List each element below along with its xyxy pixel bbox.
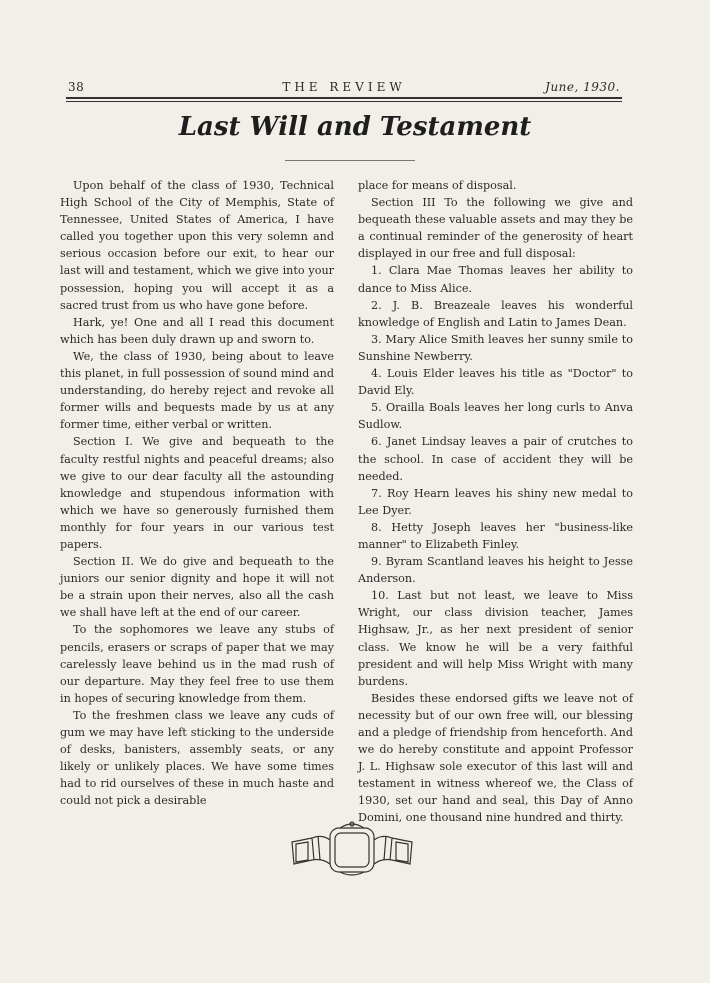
paragraph: Upon behalf of the class of 1930, Technical High School of the City of Memphis, State of Tennessee, United States of America, I have called you together upon this very solemn and serious occasion before our exit, to hear our last will and testament, which we give into your possession, hoping you will accept it as a sacred trust from us who have gone before. bbox=[60, 179, 334, 312]
list-item: 5. Orailla Boals leaves her long curls to Anva Sudlow. bbox=[358, 401, 633, 432]
header-rule-thick bbox=[66, 97, 622, 99]
title-divider bbox=[285, 160, 415, 161]
paragraph: Section I. We give and bequeath to the faculty restful nights and peaceful dreams; also we give to our dear faculty all the astounding knowledge and stupendous information with which we have so generously furnished them monthly for four years in our various test papers. bbox=[60, 435, 334, 551]
right-column bbox=[358, 177, 633, 827]
article-title: Last Will and Testament bbox=[178, 112, 532, 142]
decorative-ornament-icon bbox=[282, 820, 422, 880]
paragraph: Section II. We do give and bequeath to the juniors our senior dignity and hope it will not be a strain upon their nerves, also all the cash we shall have left at the end of our career. bbox=[60, 555, 334, 620]
paragraph: place for means of disposal. bbox=[358, 179, 517, 192]
list-item: 1. Clara Mae Thomas leaves her ability to dance to Miss Alice. bbox=[358, 264, 633, 295]
page-number: 38 bbox=[68, 80, 85, 94]
list-item: 10. Last but not least, we leave to Miss Wright, our class division teacher, James Highsaw, Jr., as her next president of senior class. We know he will be a very faithful president and will help Miss Wright with many burdens. bbox=[358, 589, 633, 688]
issue-date: June, 1930. bbox=[545, 80, 620, 94]
running-header bbox=[68, 80, 620, 96]
paragraph: To the sophomores we leave any stubs of pencils, erasers or scraps of paper that we may carelessly leave behind us in the mad rush of our departure. May they feel free to use them in hopes of securing knowledge from them. bbox=[60, 623, 334, 705]
left-column bbox=[60, 177, 334, 809]
header-rule-thin bbox=[66, 101, 622, 102]
publication-title: THE REVIEW bbox=[282, 80, 406, 94]
paragraph: Besides these endorsed gifts we leave not of necessity but of our own free will, our blessing and a pledge of friendship from henceforth. And we do hereby constitute and appoint Professor J. L. Highsaw sole executor of this last will and testament in witness whereof we, the Class of 1930, set our hand and seal, this Day of Anno Domini, one thousand nine hundred and thirty. bbox=[358, 691, 633, 825]
paragraph: Hark, ye! One and all I read this document which has been duly drawn up and sworn to. bbox=[60, 315, 334, 346]
list-item: 3. Mary Alice Smith leaves her sunny smile to Sunshine Newberry. bbox=[358, 332, 633, 363]
list-item: 7. Roy Hearn leaves his shiny new medal to Lee Dyer. bbox=[358, 486, 633, 517]
list-item: 6. Janet Lindsay leaves a pair of crutches to the school. In case of accident they will be needed. bbox=[358, 435, 633, 483]
paragraph: To the freshmen class we leave any cuds of gum we may have left sticking to the underside of desks, banisters, assembly seats, or any likely or unlikely places. We have some times had to rid ourselves of these in much haste and could not pick a desirable bbox=[60, 708, 334, 808]
list-item: 4. Louis Elder leaves his title as "Doctor" to David Ely. bbox=[358, 367, 633, 398]
list-item: 2. J. B. Breazeale leaves his wonderful knowledge of English and Latin to James Dean. bbox=[358, 298, 633, 329]
paragraph: Section III To the following we give and bequeath these valuable assets and may they be a continual reminder of the generosity of heart displayed in our free and full disposal: bbox=[358, 196, 633, 261]
list-item: 8. Hetty Joseph leaves her "business-like manner" to Elizabeth Finley. bbox=[358, 520, 633, 551]
list-item: 9. Byram Scantland leaves his height to Jesse Anderson. bbox=[358, 555, 633, 586]
paragraph: We, the class of 1930, being about to leave this planet, in full possession of sound mind and understanding, do hereby reject and revoke all former wills and bequests made by us at any former time, either verbal or written. bbox=[60, 349, 334, 432]
